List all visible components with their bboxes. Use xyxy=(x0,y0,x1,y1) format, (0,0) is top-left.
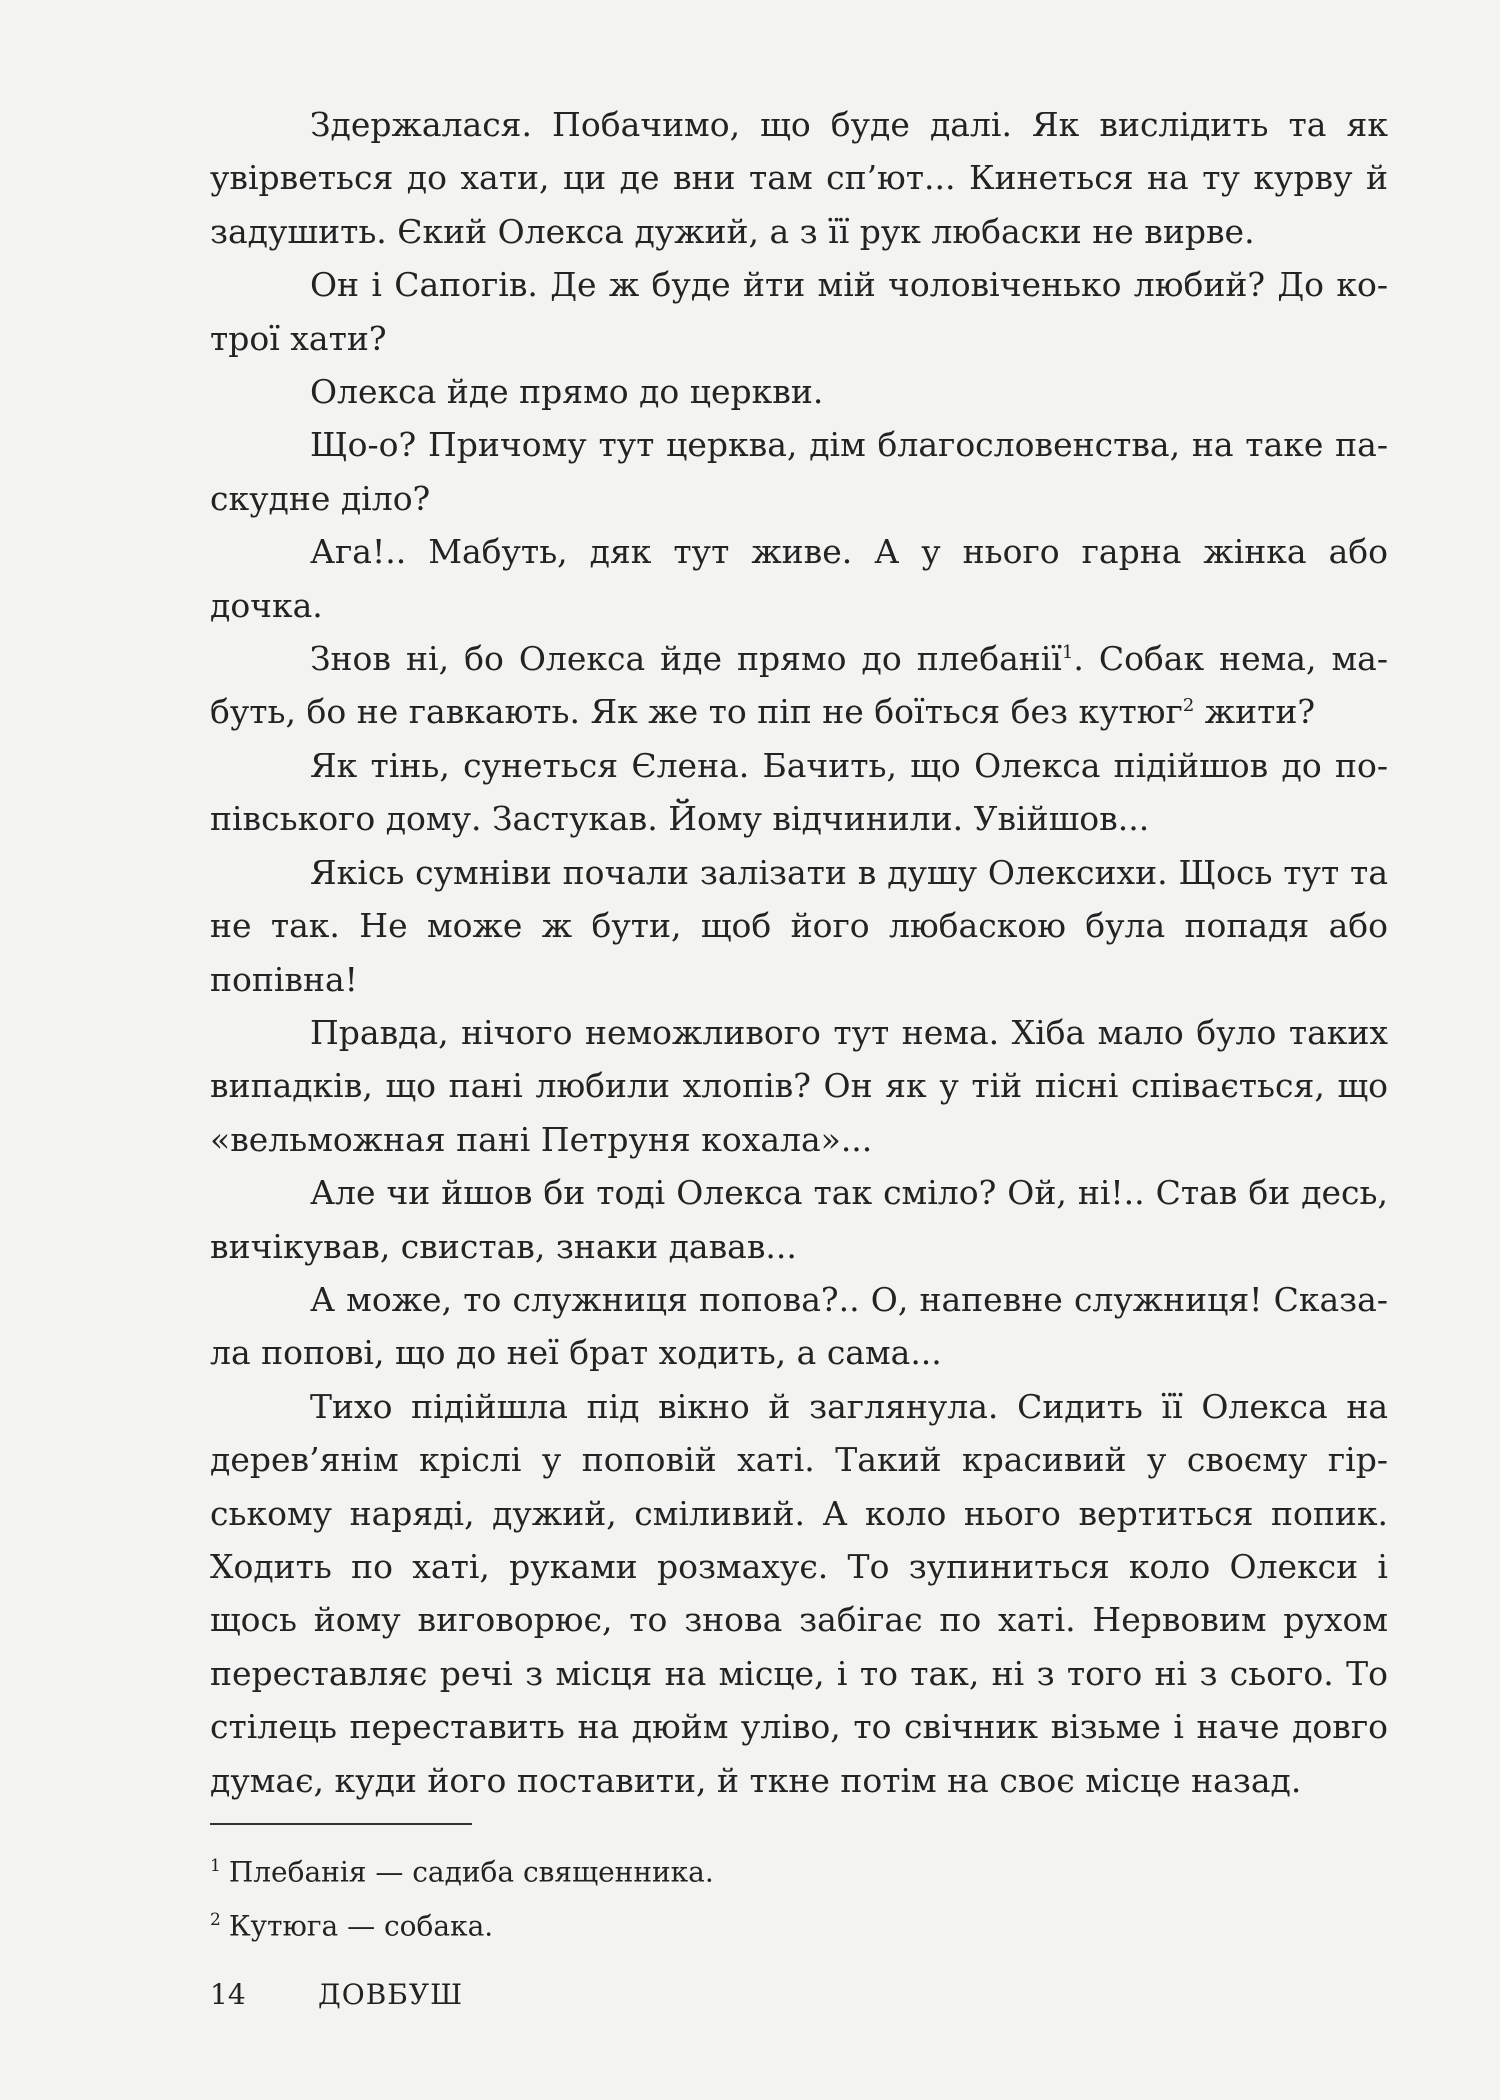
paragraph-with-footnote-references xyxy=(210,632,1388,739)
footnote-text: Плебанія — садиба священника. xyxy=(228,1855,714,1889)
footnote-number: 1 xyxy=(210,1856,221,1876)
main-text xyxy=(210,98,1388,1807)
running-title: ДОВБУШ xyxy=(318,1978,464,2011)
paragraph: Правда, нічого неможливого тут нема. Хіба мало було таких випадків, що пані любили хлопів? Он як у тій пісні співається, що «вельможная пані Петруня кохала»... xyxy=(210,1012,1388,1159)
paragraph-text: Знов ні, бо Олекса йде прямо до плебанії xyxy=(310,639,1062,679)
paragraph: Якісь сумніви почали залізати в душу Олексихи. Щось тут та не так. Не може ж бути, щоб його любаскою була попадя або попівна! xyxy=(210,852,1388,999)
footnote-reference-2: 2 xyxy=(1182,695,1195,717)
paragraph-text: жити? xyxy=(1194,692,1316,732)
footnote-1 xyxy=(210,1842,1310,1896)
footnote-number: 2 xyxy=(210,1910,221,1931)
paragraph: Як тінь, сунеться Єлена. Бачить, що Олекса підійшов до попівського дому. Застукав. Йому відчинили. Увійшов... xyxy=(210,745,1388,839)
footnote-2 xyxy=(210,1896,1310,1950)
paragraph-text: . Собак нема, мабуть, бо не гавкають. Як же то піп не боїться без кутюг xyxy=(210,639,1388,732)
paragraph: Що-о? Причому тут церква, дім благословенства, на таке паскудне діло? xyxy=(210,425,1388,518)
footnote-text: Кутюга — собака. xyxy=(228,1909,494,1943)
paragraph: Але чи йшов би тоді Олекса так сміло? Ой, ні!.. Став би десь, вичікував, свистав, знаки давав... xyxy=(210,1173,1388,1266)
paragraph: Ага!.. Мабуть, дяк тут живе. А у нього гарна жінка або дочка. xyxy=(210,532,1388,625)
footnote-divider xyxy=(210,1823,472,1825)
paragraph: Тихо підійшла під вікно й заглянула. Сидить її Олекса на дерев’янім кріслі у поповій хаті. Такий красивий у своєму гірському наряді, дужий, сміливий. А коло нього вертиться попик. Ходить по хаті, руками розмахує. То зупиниться коло Олекси і щось йому виговорює, то знова забігає по хаті. Нервовим рухом переставляє речі з місця на місце, і то так, ні з того ні з сього. То стілець переставить на дюйм уліво, то свічник візьме і наче довго думає, куди його поставити, й ткне потім на своє місце назад. xyxy=(210,1386,1388,1800)
page-number: 14 xyxy=(210,1978,246,2011)
footnote-reference-1: 1 xyxy=(1061,642,1074,664)
paragraph: Он і Сапогів. Де ж буде йти мій чоловіченько любий? До котрої хати? xyxy=(210,265,1388,358)
paragraph: Здержалася. Побачимо, що буде далі. Як вислідить та як увірветься до хати, ци де вни там сп’ют... Кинеться на ту курву й задушить. Єкий Олекса дужий, а з її рук любаски не вирве. xyxy=(210,105,1388,251)
paragraph: Олекса йде прямо до церкви. xyxy=(310,372,824,412)
footnotes xyxy=(210,1842,1310,1951)
page-footer xyxy=(210,1975,610,2015)
paragraph: А може, то служниця попова?.. О, напевне служниця! Сказала попові, що до неї брат ходить, а сама... xyxy=(210,1279,1388,1373)
